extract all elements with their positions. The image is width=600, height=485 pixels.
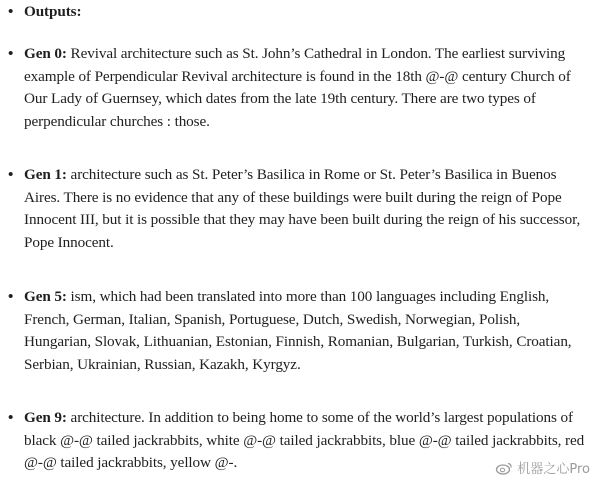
gen-1-label: Gen 1: <box>24 166 67 183</box>
gen-1-paragraph <box>24 164 588 254</box>
bullet-icon: • <box>8 166 14 183</box>
gen-9-label: Gen 9: <box>24 409 67 426</box>
gen-9-text: architecture. In addition to being home to some of the world’s largest populations of black @-@ tailed jackrabbits, white @-@ tailed jackrabbits, blue @-@ tailed jackrabbits, red @-@ tailed jackrabbits, yellow @-. <box>24 409 585 471</box>
outputs-heading-item <box>8 1 588 24</box>
gen-1-text: architecture such as St. Peter’s Basilica in Rome or St. Peter’s Basilica in Buenos Aires. There is no evidence that any of these buildings were built during the reign of Pope Innocent III, but it is possible that they may have been built during the reign of his successor, Pope Innocent. <box>24 166 581 251</box>
gen-0-paragraph <box>24 43 588 133</box>
outputs-heading: Outputs: <box>24 3 82 20</box>
weibo-logo-icon <box>495 461 513 475</box>
gen-5-paragraph <box>24 286 588 376</box>
gen-5-label: Gen 5: <box>24 288 67 305</box>
bullet-icon: • <box>8 3 14 20</box>
gen-0-text: Revival architecture such as St. John’s Cathedral in London. The earliest surviving example of Perpendicular Revival architecture is found in the 18th @-@ century Church of Our Lady of Guernsey, which dates from the late 19th century. There are two types of perpendicular churches : those. <box>24 45 571 130</box>
gen-1-item <box>8 164 588 254</box>
bullet-icon: • <box>8 409 14 426</box>
watermark <box>495 458 590 477</box>
bullet-icon: • <box>8 288 14 305</box>
gen-0-label: Gen 0: <box>24 45 67 62</box>
gen-5-text: ism, which had been translated into more than 100 languages including English, French, German, Italian, Spanish, Portuguese, Dutch, Swedish, Norwegian, Polish, Hungarian, Slovak, Lithuanian, Estonian, Finnish, Romanian, Bulgarian, Turkish, Croatian, Serbian, Ukrainian, Russian, Kazakh, Kyrgyz. <box>24 288 572 373</box>
watermark-text: 机器之心Pro <box>517 462 590 477</box>
gen-0-item <box>8 43 588 133</box>
bullet-icon: • <box>8 45 14 62</box>
gen-5-item <box>8 286 588 376</box>
